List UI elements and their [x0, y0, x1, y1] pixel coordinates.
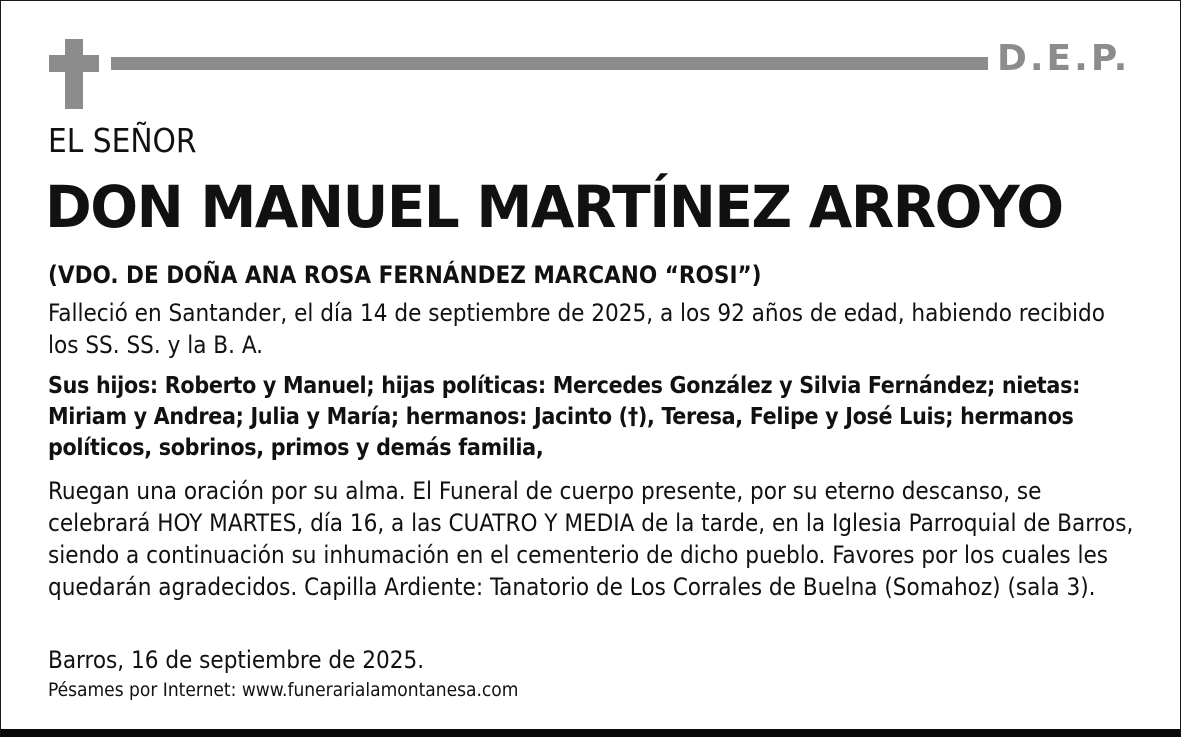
family-paragraph: Sus hijos: Roberto y Manuel; hijas políticas: Mercedes González y Silvia Fernández; nietas: Miriam y Andrea; Julia y María; hermanos: Jacinto (†), Teresa, Felipe y José Luis; hermanos políticos, sobrinos, primos y demás familia,: [48, 373, 1081, 461]
header-rule: [111, 57, 988, 70]
funeral-paragraph: Ruegan una oración por su alma. El Funeral de cuerpo presente, por su eterno descanso, se celebrará HOY MARTES, día 16, a las CUATRO Y MEDIA de la tarde, en la Iglesia Parroquial de Barros, siendo a continuación su inhumación en el cementerio de dicho pueblo. Favores por los cuales les quedarán agradecidos. Capilla Ardiente: Tanatorio de Los Corrales de Buelna (Somahoz) (sala 3).: [48, 477, 1134, 601]
death-paragraph: Falleció en Santander, el día 14 de septiembre de 2025, a los 92 años de edad, habiendo recibido los SS. SS. y la B. A.: [48, 299, 1105, 359]
widow-line: (VDO. DE DOÑA ANA ROSA FERNÁNDEZ MARCANO “ROSI”): [48, 261, 762, 289]
condolences-line: Pésames por Internet: www.funerarialamontanesa.com: [48, 679, 519, 701]
dep-label: D.E.P.: [997, 38, 1131, 79]
honorific-title: EL SEÑOR: [48, 121, 197, 160]
cross-icon-bar: [49, 55, 99, 72]
place-date: Barros, 16 de septiembre de 2025.: [48, 646, 425, 674]
deceased-name: DON MANUEL MARTÍNEZ ARROYO: [45, 173, 1063, 241]
cross-icon: [65, 39, 83, 109]
